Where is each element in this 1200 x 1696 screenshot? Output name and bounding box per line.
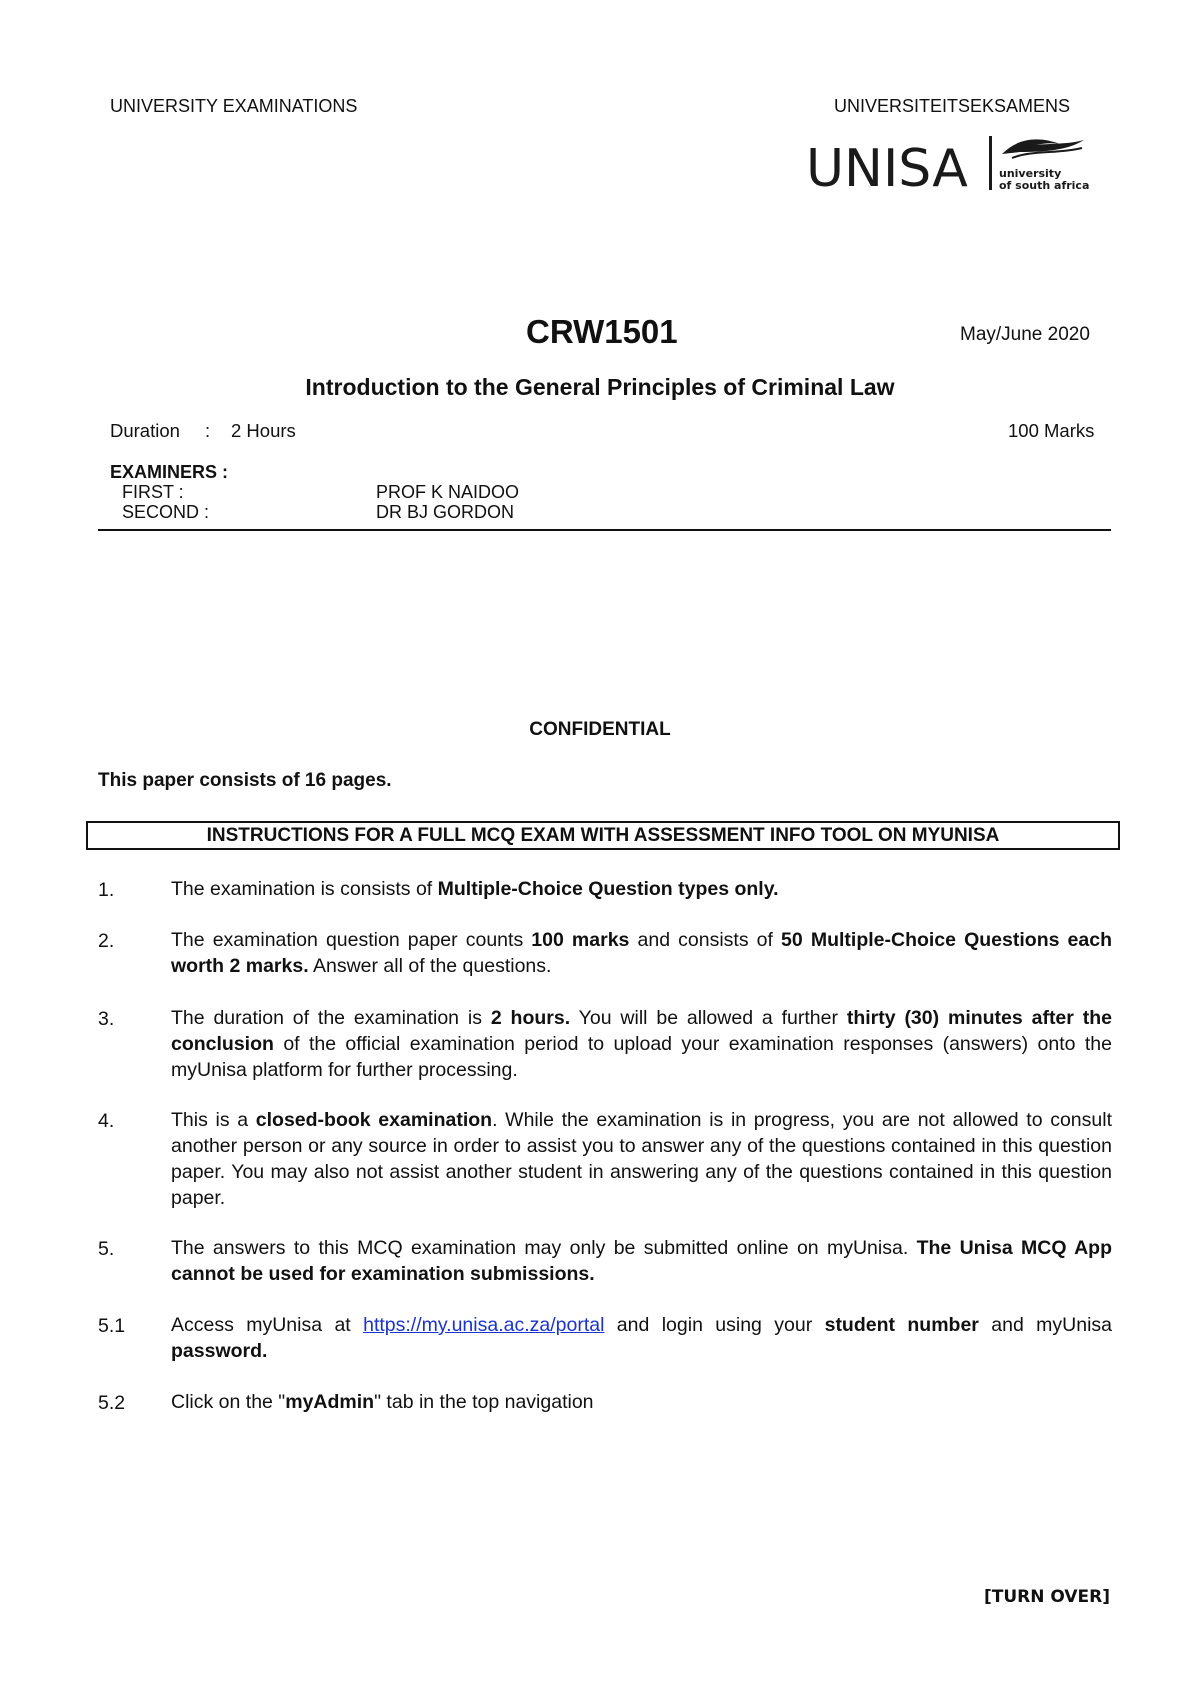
header-divider [98, 529, 1111, 531]
second-examiner-name: DR BJ GORDON [376, 502, 515, 522]
instruction-2: The examination question paper counts 100 marks and consists of 50 Multiple-Choice Questions each worth 2 marks. Answer all of the questions. [171, 929, 1112, 977]
instruction-number: 1. [98, 879, 115, 901]
confidential-label: CONFIDENTIAL [529, 719, 671, 740]
logo-tagline-1: university [999, 167, 1062, 180]
first-examiner-label: FIRST : [122, 482, 184, 502]
turn-over-note: [TURN OVER] [984, 1587, 1111, 1607]
duration-separator: : [205, 420, 211, 441]
instruction-5-2: Click on the "myAdmin" tab in the top navigation [171, 1391, 594, 1413]
instruction-5: The answers to this MCQ examination may only be submitted online on myUnisa. The Unisa MCQ App cannot be used for examination submissions. [171, 1237, 1113, 1285]
instruction-number: 2. [98, 930, 115, 952]
instructions-heading: INSTRUCTIONS FOR A FULL MCQ EXAM WITH ASSESSMENT INFO TOOL ON MYUNISA [206, 824, 1000, 846]
instruction-number: 5.2 [98, 1392, 126, 1414]
second-examiner-label: SECOND : [122, 502, 210, 522]
duration-value: 2 Hours [231, 420, 296, 441]
exam-session: May/June 2020 [960, 324, 1090, 345]
course-code: CRW1501 [526, 313, 678, 350]
header-left: UNIVERSITY EXAMINATIONS [110, 96, 358, 116]
logo-wordmark: UNISA [806, 139, 968, 194]
pages-note: This paper consists of 16 pages. [98, 770, 392, 791]
logo-tagline-2: of south africa [999, 179, 1090, 192]
course-title: Introduction to the General Principles of Criminal Law [305, 374, 895, 400]
header-right: UNIVERSITEITSEKSAMENS [834, 96, 1071, 116]
duration-label: Duration [110, 420, 180, 441]
instructions-heading-box [86, 821, 1120, 850]
instruction-number: 4. [98, 1110, 115, 1132]
instruction-number: 5.1 [98, 1315, 126, 1337]
myunisa-portal-link[interactable]: https://my.unisa.ac.za/portal [363, 1314, 605, 1336]
instruction-5-1: Access myUnisa at https://my.unisa.ac.za/portal and login using your student number and myUnisa password. [171, 1314, 1113, 1362]
instruction-1: The examination is consists of Multiple-Choice Question types only. [171, 878, 779, 900]
instruction-4: This is a closed-book examination. While the examination is in progress, you are not allowed to consult another person or any source in order to assist you to answer any of the questions contained in this question paper. You may also not assist another student in answering any of the questions contained in this question paper. [171, 1109, 1112, 1209]
logo-divider [989, 136, 992, 190]
instruction-number: 3. [98, 1008, 115, 1030]
instruction-number: 5. [98, 1238, 115, 1260]
total-marks: 100 Marks [1008, 420, 1095, 441]
instruction-3: The duration of the examination is 2 hours. You will be allowed a further thirty (30) minutes after the conclusion of the official examination period to upload your examination responses (answers) onto the myUnisa platform for further processing. [171, 1007, 1112, 1081]
first-examiner-name: PROF K NAIDOO [376, 482, 520, 502]
examiners-heading: EXAMINERS : [110, 462, 229, 482]
unisa-logo [806, 132, 1106, 194]
